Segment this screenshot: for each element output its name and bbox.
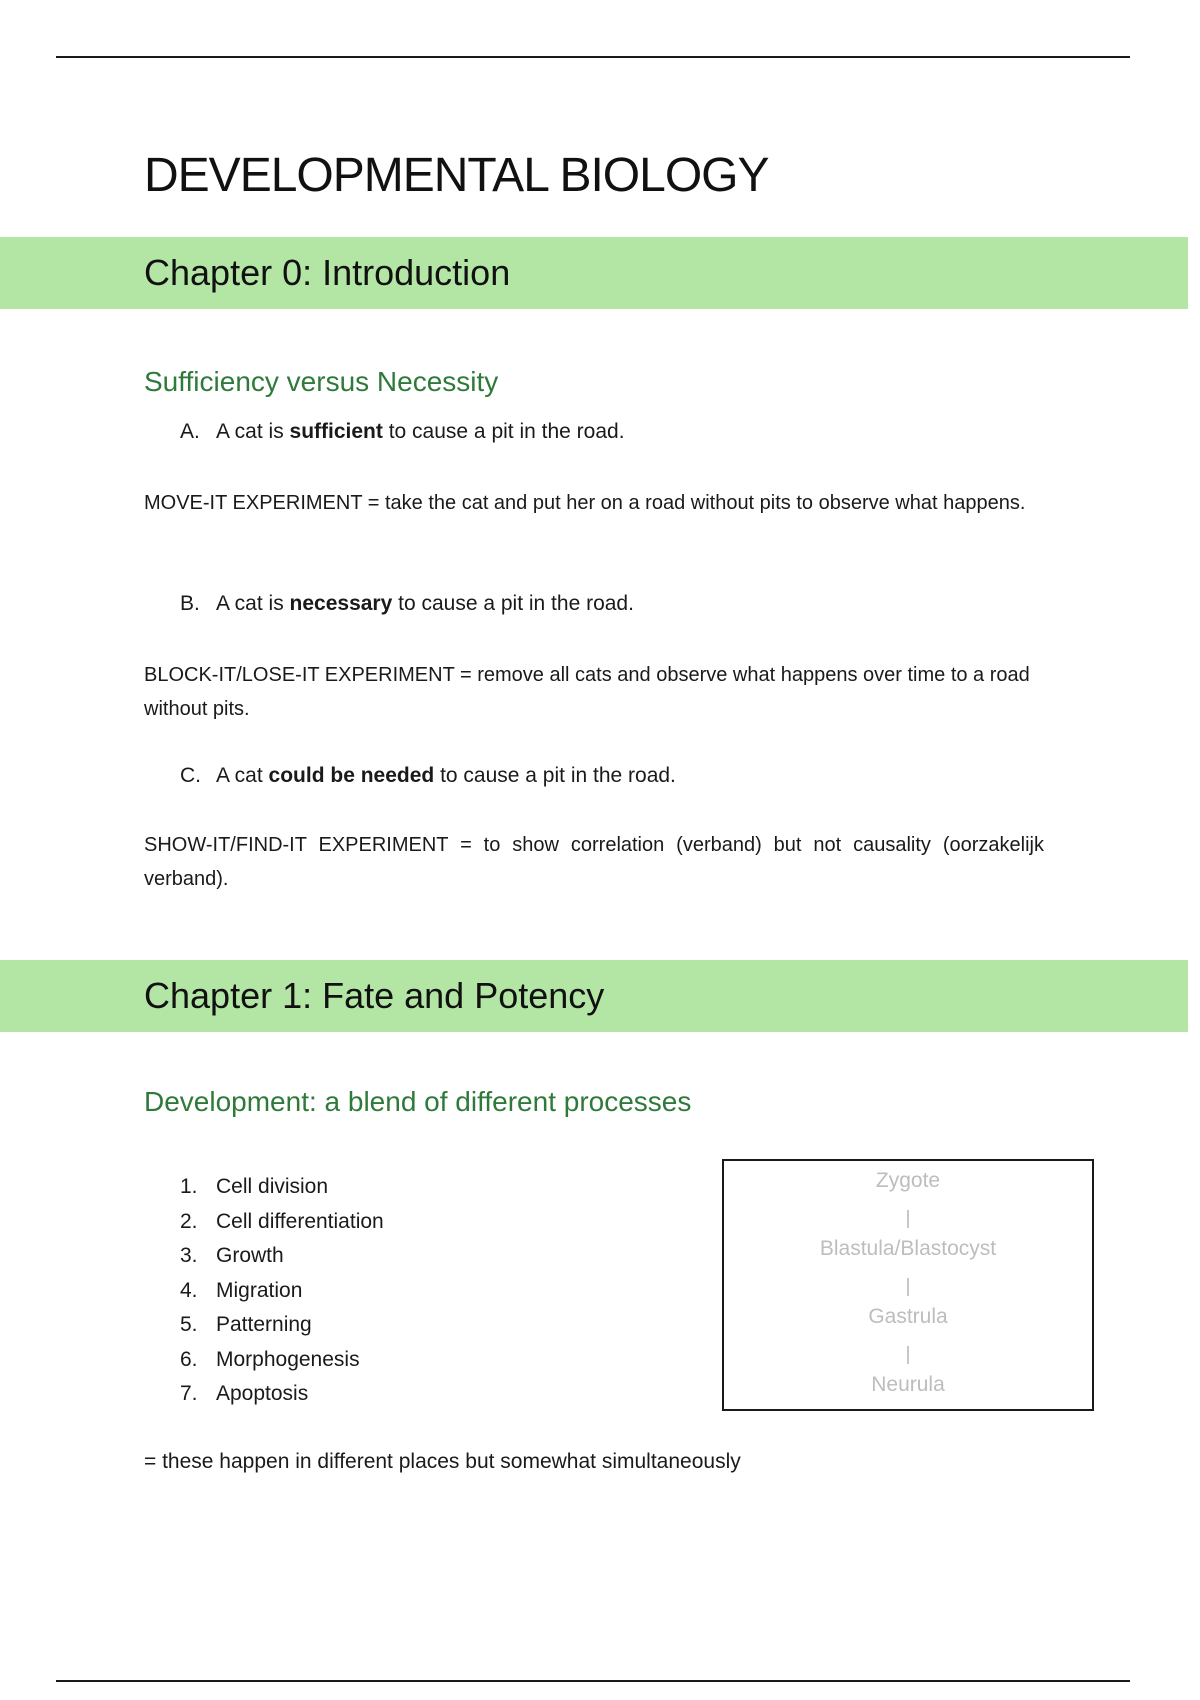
list-number: 4.: [180, 1278, 198, 1302]
development-subheading: Development: a blend of different processes: [144, 1086, 692, 1117]
stage-blastula: Blastula/Blastocyst: [819, 1237, 997, 1260]
list-item: [180, 1377, 384, 1412]
list-number: 1.: [180, 1175, 198, 1198]
top-rule: [56, 56, 1130, 58]
developmental-stages-box: [722, 1159, 1094, 1411]
stage-connector: [907, 1278, 909, 1296]
stage-gastrula: Gastrula: [868, 1305, 948, 1328]
statement-text: to cause a pit in the road.: [382, 420, 625, 443]
document-title: DEVELOPMENTAL BIOLOGY: [144, 149, 769, 202]
list-label: Morphogenesis: [216, 1347, 360, 1371]
list-label: Migration: [216, 1278, 303, 1302]
list-label: Cell differentiation: [216, 1209, 384, 1233]
stage-connector: [907, 1346, 909, 1364]
list-label: Growth: [216, 1244, 284, 1267]
show-it-experiment: SHOW-IT/FIND-IT EXPERIMENT = to show correlation (verband) but not causality (oorzakelijk verband).: [144, 834, 1044, 890]
statement-text: A cat is: [216, 592, 290, 615]
chapter-1-heading: Chapter 1: Fate and Potency: [144, 975, 605, 1016]
statement-text: A cat: [216, 764, 269, 787]
list-item: [180, 1308, 384, 1343]
list-number: 3.: [180, 1244, 198, 1267]
list-number: 5.: [180, 1313, 198, 1336]
statement-c: [180, 764, 676, 788]
statement-keyword: could be needed: [268, 764, 435, 787]
list-number: 7.: [180, 1382, 198, 1405]
move-it-experiment: MOVE-IT EXPERIMENT = take the cat and put her on a road without pits to observe what happens.: [144, 492, 1026, 514]
list-item: [180, 1170, 384, 1205]
bottom-rule: [56, 1680, 1130, 1682]
statement-b: [180, 592, 634, 616]
list-item: [180, 1343, 384, 1378]
list-label: Cell division: [216, 1175, 329, 1198]
stage-connector: [907, 1210, 909, 1228]
list-label: Apoptosis: [216, 1382, 309, 1405]
stage-zygote: Zygote: [875, 1169, 941, 1192]
statement-a: [180, 420, 625, 444]
list-item: [180, 1239, 384, 1274]
statement-keyword: necessary: [289, 592, 393, 615]
statement-text: A cat is: [216, 420, 290, 443]
chapter-0-band: [0, 237, 1188, 309]
list-item: [180, 1274, 384, 1309]
statement-marker: A.: [180, 420, 200, 443]
list-label: Patterning: [216, 1313, 312, 1336]
statement-text: to cause a pit in the road.: [392, 592, 634, 615]
chapter-0-heading: Chapter 0: Introduction: [144, 252, 511, 293]
process-list: [180, 1170, 384, 1412]
stage-neurula: Neurula: [871, 1373, 945, 1396]
process-summary: = these happen in different places but somewhat simultaneously: [144, 1450, 741, 1473]
sufficiency-subheading: Sufficiency versus Necessity: [144, 366, 499, 397]
statement-marker: C.: [180, 764, 201, 787]
statement-marker: B.: [180, 592, 200, 615]
list-number: 2.: [180, 1209, 198, 1233]
statement-keyword: sufficient: [289, 420, 383, 443]
chapter-1-band: [0, 960, 1188, 1032]
block-it-experiment: BLOCK-IT/LOSE-IT EXPERIMENT = remove all cats and observe what happens over time to a road without pits.: [144, 664, 1030, 720]
statement-text: to cause a pit in the road.: [434, 764, 676, 787]
list-number: 6.: [180, 1347, 198, 1371]
list-item: [180, 1205, 384, 1240]
